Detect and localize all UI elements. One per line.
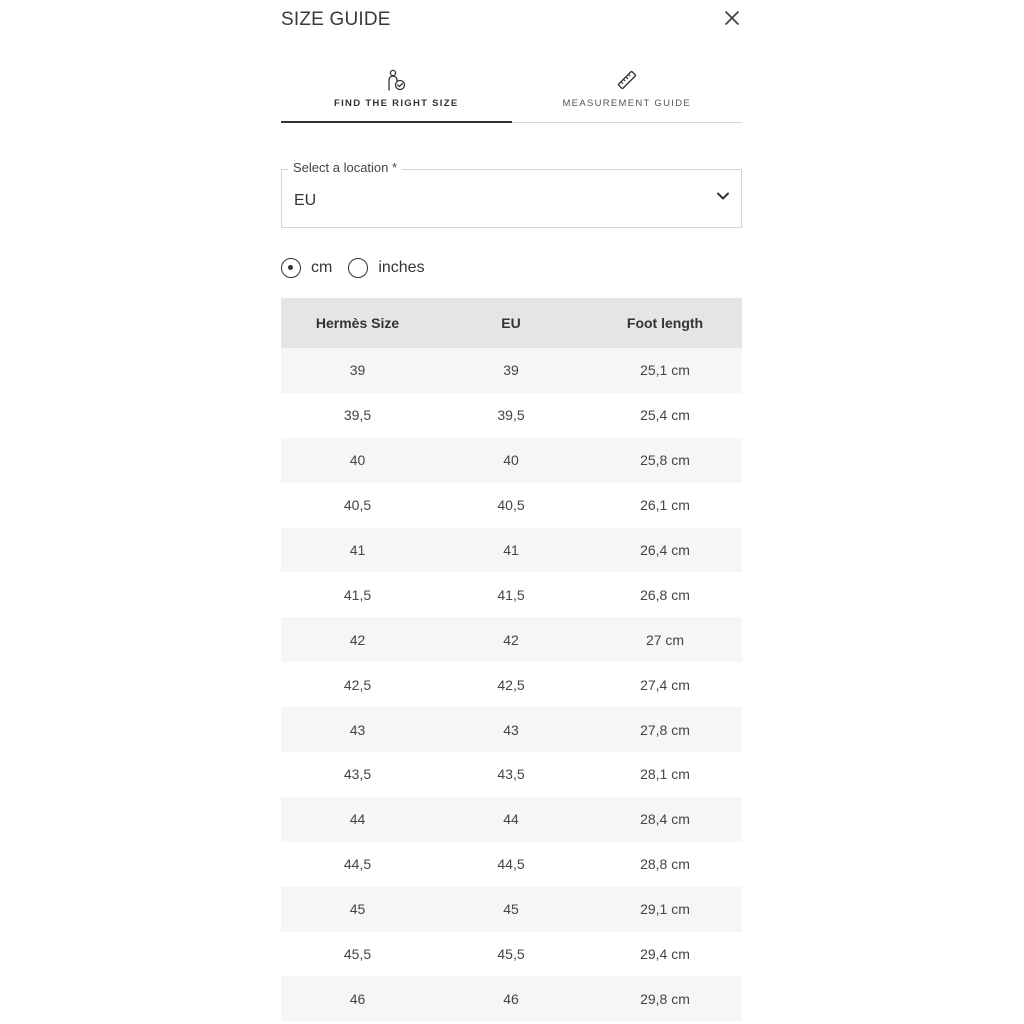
table-row [281,887,742,932]
location-select[interactable] [281,160,742,228]
table-cell: 25,8 cm [640,452,690,469]
table-cell: 43,5 [497,766,525,783]
header-hermes-size: Hermès Size [315,315,400,331]
table-cell: 45 [503,901,519,918]
table-cell: 41,5 [343,586,372,603]
table-cell: 25,4 cm [640,407,690,424]
table-row [281,617,742,662]
location-value: EU [294,192,317,209]
header-eu: EU [501,315,521,331]
unit-label-cm: cm [311,259,333,276]
table-cell: 42,5 [497,676,525,693]
table-cell: 28,1 cm [640,766,690,783]
close-icon [722,8,742,28]
table-cell: 42 [349,631,366,648]
header-foot-length: Foot length [626,315,704,331]
table-row [281,662,742,707]
table-row [281,932,742,977]
table-row [281,528,742,573]
page-title: SIZE GUIDE [281,9,391,30]
table-cell: 43,5 [343,766,372,783]
table-cell: 26,8 cm [640,586,690,603]
chevron-down-icon [715,188,731,204]
ruler-icon [615,68,639,92]
unit-radio-inches[interactable] [348,258,424,278]
tab-bar [281,64,742,123]
table-row [281,752,742,797]
table-cell: 39 [503,362,519,379]
table-body [281,348,742,1021]
table-header [281,298,742,348]
table-cell: 45 [349,901,366,918]
table-cell: 40 [349,452,366,469]
table-cell: 45,5 [497,946,525,963]
table-cell: 41,5 [497,586,525,603]
table-cell: 25,1 cm [640,362,690,379]
table-row [281,707,742,752]
radio-unchecked-icon [348,258,368,278]
table-cell: 27,4 cm [640,676,690,693]
table-cell: 40 [503,452,519,469]
close-button[interactable] [722,8,742,28]
table-cell: 44,5 [343,856,372,873]
location-label: Select a location * [288,160,402,175]
table-cell: 41 [503,542,519,558]
table-cell: 29,4 cm [640,946,690,963]
table-row [281,797,742,842]
unit-selector [281,255,441,281]
table-row [281,483,742,528]
table-cell: 27 cm [645,631,685,648]
table-cell: 27,8 cm [640,721,690,738]
table-cell: 39 [349,362,366,379]
size-table [281,298,742,1021]
panel-header [281,0,742,40]
table-cell: 29,8 cm [640,990,690,1007]
table-cell: 26,1 cm [640,497,690,514]
table-cell: 46 [503,990,519,1007]
table-row [281,438,742,483]
table-cell: 45,5 [343,946,372,963]
unit-radio-cm[interactable] [281,258,332,278]
table-cell: 42 [503,631,519,648]
table-cell: 42,5 [343,676,372,693]
table-cell: 41 [349,542,366,558]
table-row [281,842,742,887]
table-cell: 43 [503,721,519,738]
person-check-icon [384,68,408,92]
table-cell: 40,5 [343,497,372,514]
table-cell: 29,1 cm [640,901,690,918]
table-cell: 43 [349,721,366,738]
unit-label-inches: inches [378,259,425,276]
table-cell: 28,4 cm [640,811,690,828]
tab-measurement-guide[interactable] [512,64,743,122]
size-guide-panel [281,0,742,1007]
table-row [281,393,742,438]
table-cell: 26,4 cm [640,542,690,558]
table-row [281,976,742,1021]
table-row [281,348,742,393]
tab-find-the-right-size[interactable] [281,64,512,122]
tab-label: FIND THE RIGHT SIZE [334,98,459,109]
table-cell: 28,8 cm [640,856,690,873]
table-cell: 39,5 [497,407,525,424]
table-cell: 44 [349,811,366,828]
table-cell: 39,5 [343,407,372,424]
table-row [281,572,742,617]
radio-checked-icon [281,258,301,278]
table-cell: 46 [349,990,366,1007]
table-cell: 44,5 [497,856,525,873]
table-cell: 44 [503,811,519,828]
table-cell: 40,5 [497,497,525,514]
tab-label: MEASUREMENT GUIDE [562,98,692,109]
